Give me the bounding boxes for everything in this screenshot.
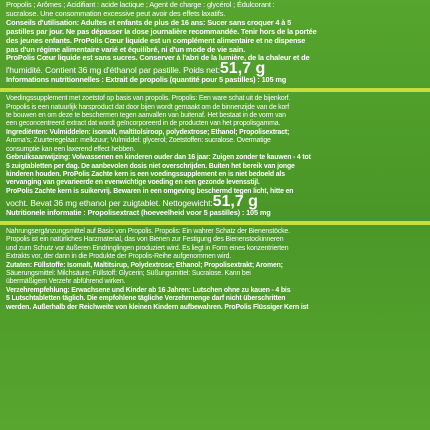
dutch-section bbox=[6, 95, 424, 218]
de-line-8: 5 Lutschtabletten täglich. Die empfohlene tägliche Verzehrmenge darf nicht überschritten bbox=[6, 295, 286, 303]
fr-line-1: sucralose. Une consommation excessive peut avoir des effets laxatifs. bbox=[6, 8, 226, 18]
fr-line-3: pastilles par jour. Ne pas dépasser la dose journalière recommandée. Tenir hors de la portée bbox=[6, 26, 317, 36]
nl-line-0: Voedingssupplement met zoetstof op basis van propolis. Propolis: Een ware schat uit de bijenkorf. bbox=[6, 95, 291, 103]
de-line-4: Zutaten: Füllstoffe: Isomalt, Maltitsirup, Polydextrose; Ethanol; Propolisextrakt; Aromen; bbox=[6, 261, 283, 269]
de-line-6: übermäßigem Verzehr abführend wirken. bbox=[6, 278, 126, 286]
nl-line-11: ProPolis Zachte kern is suikervrij. Bewaren in een omgeving beschermd tegen licht, hitte en bbox=[6, 187, 294, 195]
nl-line-8: 5 zuigtabletten per dag. De aanbevolen dosis niet overschrijden. Buiten het bereik van jonge bbox=[6, 162, 295, 170]
nl-line-4: Ingrediënten: Vulmiddelen: isomalt, maltitolsiroop, polydextrose; Ethanol; Propolisextract; bbox=[6, 128, 290, 136]
de-line-7: Verzehrempfehlung: Erwachsene und Kinder ab 16 Jahren: Lutschen ohne zu kauen - 4 bis bbox=[6, 286, 291, 294]
nl-line-2: te bouwen en om deze te beschermen tegen aanvallen van buitenaf. Het bestaat in de vorm van bbox=[6, 112, 286, 120]
nl-line-7: Gebruiksaanwijzing: Volwassenen en kinderen ouder dan 16 jaar: Zuigen zonder te kauwen - 4 tot bbox=[6, 154, 311, 162]
nl-line-3: een geconcentreerd extract dat wordt geïncorporeerd in de producten van het propolisgamma. bbox=[6, 120, 281, 128]
de-line-3: Extrakts vor, der dann in die Produkte der Propolis-Reihe aufgenommen wird. bbox=[6, 253, 232, 261]
de-line-0: Nahrungsergänzungsmittel auf Basis von Propolis. Propolis: Ein wahrer Schatz der Bienenstöcke. bbox=[6, 228, 290, 236]
nl-nutrition: Nutritionele informatie : Propolisextract (hoeveelheid voor 5 pastilles) : 105 mg bbox=[6, 208, 271, 218]
nl-line-10: vervanging van gevarieerde en evenwichtige voeding en een gezonde levensstijl. bbox=[6, 179, 260, 187]
de-line-1: Propolis ist ein natürliches Harzmaterial, das von Bienen zur Festigung des Bienenstockinneren bbox=[6, 236, 284, 244]
nl-line-9: kinderen houden. ProPolis Zachte kern is een voedingssupplement en is niet bedoeld als bbox=[6, 170, 285, 178]
german-section bbox=[6, 228, 424, 312]
fr-nutrition: Informations nutritionnelles : Extrait de propolis (quantité pour 5 pastilles) : 105 mg bbox=[6, 75, 287, 85]
nl-line-1: Propolis is een natuurlijk harsproduct dat door bijen wordt gemaakt om de binnenzijde van de korf bbox=[6, 103, 290, 111]
fr-line-4: des jeunes enfants. ProPolis Cœur liquide est un complément alimentaire et ne dispense bbox=[6, 35, 306, 45]
de-line-2: und zum Schutz vor äußeren Eindringlingen produziert wird. Es liegt in Form eines konzentrierten bbox=[6, 244, 289, 252]
de-line-5: Säuerungsmittel: Milchsäure; Füllstoff: Glycerin; Süßungsmittel: Sucralose. Kann bei bbox=[6, 270, 251, 278]
nl-net-weight: 51,7 g bbox=[212, 193, 258, 211]
de-line-9: werden. Außerhalb der Reichweite von kleinen Kindern aufbewahren. ProPolis Flüssiger Kern ist bbox=[6, 303, 309, 311]
fr-line-6: ProPolis Cœur liquide est sans sucres. Conserver à l'abri de la lumière, de la chaleur et de bbox=[6, 53, 310, 63]
divider-band-2 bbox=[0, 221, 430, 225]
french-section bbox=[6, 0, 424, 85]
nl-line-5: Aroma's; Zuurteregelaar: melkzuur; Vulmiddel: glycerol; Zoetstoffen: sucralose. Overmatige bbox=[6, 137, 271, 145]
nl-line-6: consumptie kan een laxerend effect hebben. bbox=[6, 145, 136, 153]
fr-line-5: pas d'un régime alimentaire varié et équilibré, ni d'un mode de vie sain. bbox=[6, 44, 245, 54]
nl-humidity-text: vocht. Bevat 36 mg ethanol per zuigtablet. Nettogewicht: bbox=[6, 198, 213, 209]
fr-net-weight: 51,7 g bbox=[219, 60, 266, 78]
divider-band-1 bbox=[0, 88, 430, 92]
fr-line-2: Conseils d'utilisation: Adultes et enfants de plus de 16 ans: Sucer sans croquer 4 à 5 bbox=[6, 17, 292, 27]
fr-humidity-text: l'humidité. Contient 36 mg d'éthanol par pastille. Poids net: bbox=[6, 65, 220, 76]
fr-line-0: Propolis ; Arômes ; Acidifiant : acide lactique ; Agent de charge : glycérol ; Édulcorant : bbox=[6, 0, 275, 9]
